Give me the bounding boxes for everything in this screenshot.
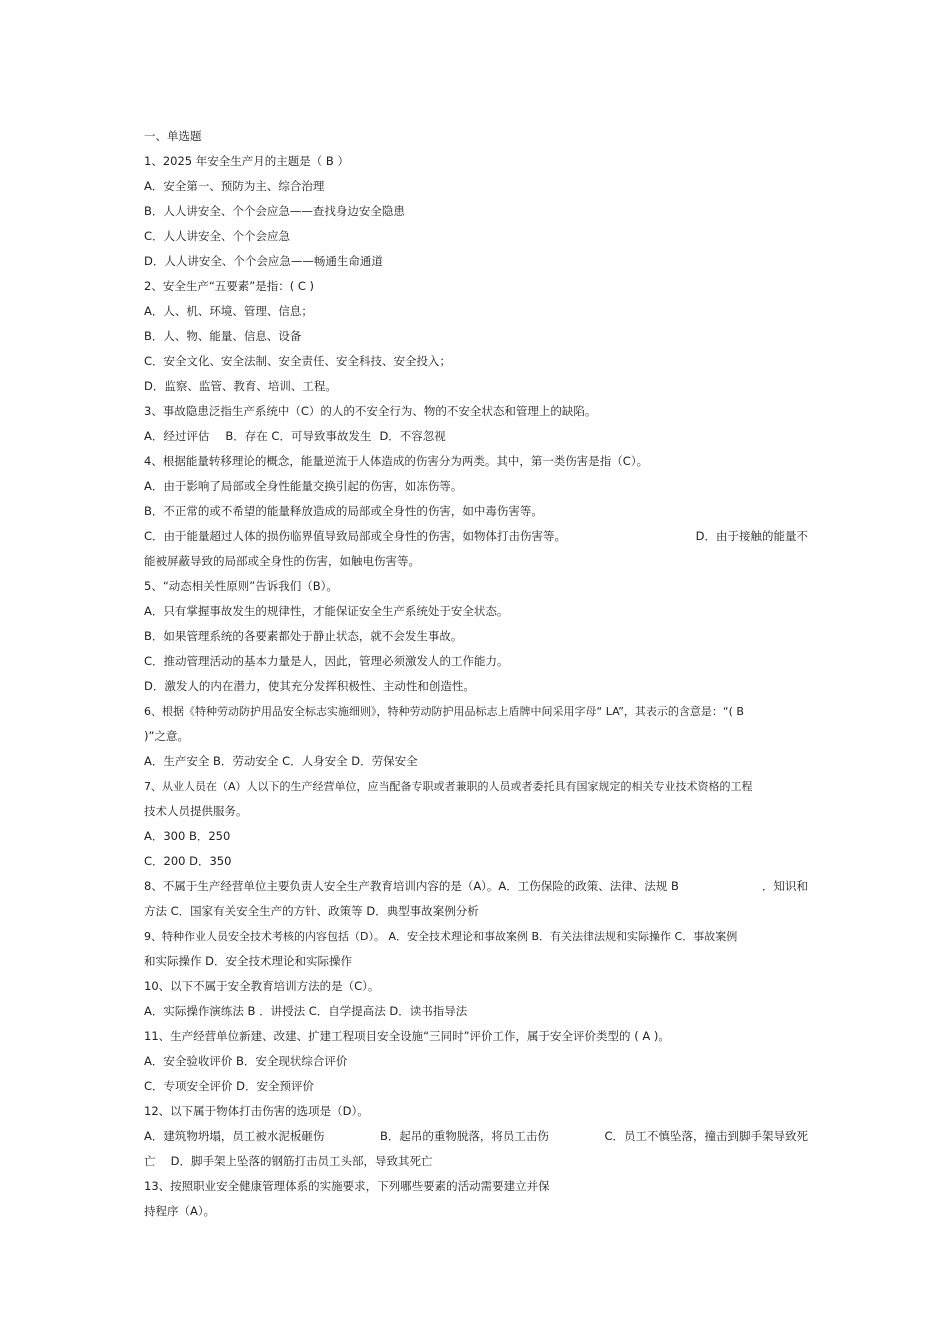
option-text: B．起吊的重物脱落，将员工击伤 [379,1129,549,1143]
question-1: 1、2025 年安全生产月的主题是（ B ） [144,154,349,168]
question-5: 5、“动态相关性原则”告诉我们（B）。 [144,579,338,593]
option-line [144,424,808,449]
option-text: C．由于能量超过人体的损伤临界值导致局部或全身性的伤害，如物体打击伤害等。 [144,529,567,543]
question-12: 12、以下属于物体打击伤害的选项是（D）。 [144,1104,369,1118]
question-2: 2、安全生产“五要素”是指：( C ) [144,279,315,293]
question-13: 13、按照职业安全健康管理体系的实施要求，下列哪些要素的活动需要建立并保 [144,1179,550,1193]
option-line: B．不正常的或不希望的能量释放造成的局部或全身性的伤害，如中毒伤害等。 [144,504,543,518]
option-line: A．由于影响了局部或全身性能量交换引起的伤害，如冻伤等。 [144,479,463,493]
option-line: D．人人讲安全、个个会应急——畅通生命通道 [144,254,383,268]
option-line: A．只有掌握事故发生的规律性，才能保证安全生产系统处于安全状态。 [144,604,509,618]
question-13-continued: 持程序（A）。 [144,1204,216,1218]
option-text: C．员工不慎坠落，撞击到脚手架导致死 [604,1129,808,1143]
option-text: B．存在 C．可导致事故发生 [225,429,372,443]
option-line: C．200 D．350 [144,854,232,868]
question-9: 9、特种作业人员安全技术考核的内容包括（D）。 A．安全技术理论和事故案例 B．有关法律法规和实际操作 C．事故案例 [144,930,738,943]
option-text: D．不容忽视 [379,429,446,443]
option-text: A．经过评估 [144,429,210,443]
option-line [144,1124,808,1149]
question-11: 11、生产经营单位新建、改建、扩建工程项目安全设施“三同时”评价工作，属于安全评价类型的 ( A )。 [144,1029,670,1043]
option-line: A．安全第一、预防为主、综合治理 [144,179,325,193]
question-3: 3、事故隐患泛指生产系统中（C）的人的不安全行为、物的不安全状态和管理上的缺陷。 [144,404,597,418]
option-line: C．安全文化、安全法制、安全责任、安全科技、安全投入； [144,354,452,368]
question-9-continued: 和实际操作 D．安全技术理论和实际操作 [144,954,353,968]
option-text: A．建筑物坍塌，员工被水泥板砸伤 [144,1129,325,1143]
question-8-continued: 方法 C．国家有关安全生产的方针、政策等 D．典型事故案例分析 [144,904,479,918]
question-6-continued: )”之意。 [144,729,189,743]
question-text: 8、不属于生产经营单位主要负责人安全生产教育培训内容的是（A）。A．工伤保险的政策、法律、法规 B [144,879,679,893]
document-body [144,124,808,1224]
option-line: C．人人讲安全、个个会应急 [144,229,291,243]
option-line: D．激发人的内在潜力，使其充分发挥积极性、主动性和创造性。 [144,679,475,693]
option-line [144,524,808,549]
question-7-continued: 技术人员提供服务。 [144,804,248,818]
question-8 [144,874,808,899]
option-line: A．300 B．250 [144,829,231,843]
option-line: C．推动管理活动的基本力量是人，因此，管理必须激发人的工作能力。 [144,654,509,668]
section-title: 一、单选题 [144,129,202,143]
option-text: D．由于接触的能量不 [695,529,808,543]
question-text: ．知识和 [762,879,808,893]
option-line: D．监察、监管、教育、培训、工程。 [144,379,337,393]
question-4: 4、根据能量转移理论的概念，能量逆流于人体造成的伤害分为两类。其中，第一类伤害是指（C）。 [144,454,649,468]
option-line: A．生产安全 B．劳动安全 C．人身安全 D．劳保安全 [144,754,418,768]
option-line: B．人、物、能量、信息、设备 [144,329,302,343]
option-line: C．专项安全评价 D．安全预评价 [144,1079,315,1093]
option-line: A．人、机、环境、管理、信息； [144,304,313,318]
option-line: 能被屏蔽导致的局部或全身性的伤害，如触电伤害等。 [144,554,420,568]
option-line: A．安全验收评价 B．安全现状综合评价 [144,1054,348,1068]
option-line: B．如果管理系统的各要素都处于静止状态，就不会发生事故。 [144,629,463,643]
option-line: A．实际操作演练法 B ．讲授法 C．自学提高法 D．读书指导法 [144,1004,468,1018]
question-10: 10、以下不属于安全教育培训方法的是（C）。 [144,979,380,993]
option-line: 亡 D．脚手架上坠落的钢筋打击员工头部，导致其死亡 [144,1154,433,1168]
question-7: 7、从业人员在（A）人以下的生产经营单位，应当配备专职或者兼职的人员或者委托具有国家规定的相关专业技术资格的工程 [144,780,753,793]
question-6: 6、根据《特种劳动防护用品安全标志实施细则》，特种劳动防护用品标志上盾牌中间采用字母“ LA”，其表示的含意是：“( B [144,705,744,718]
option-line: B．人人讲安全、个个会应急——查找身边安全隐患 [144,204,405,218]
